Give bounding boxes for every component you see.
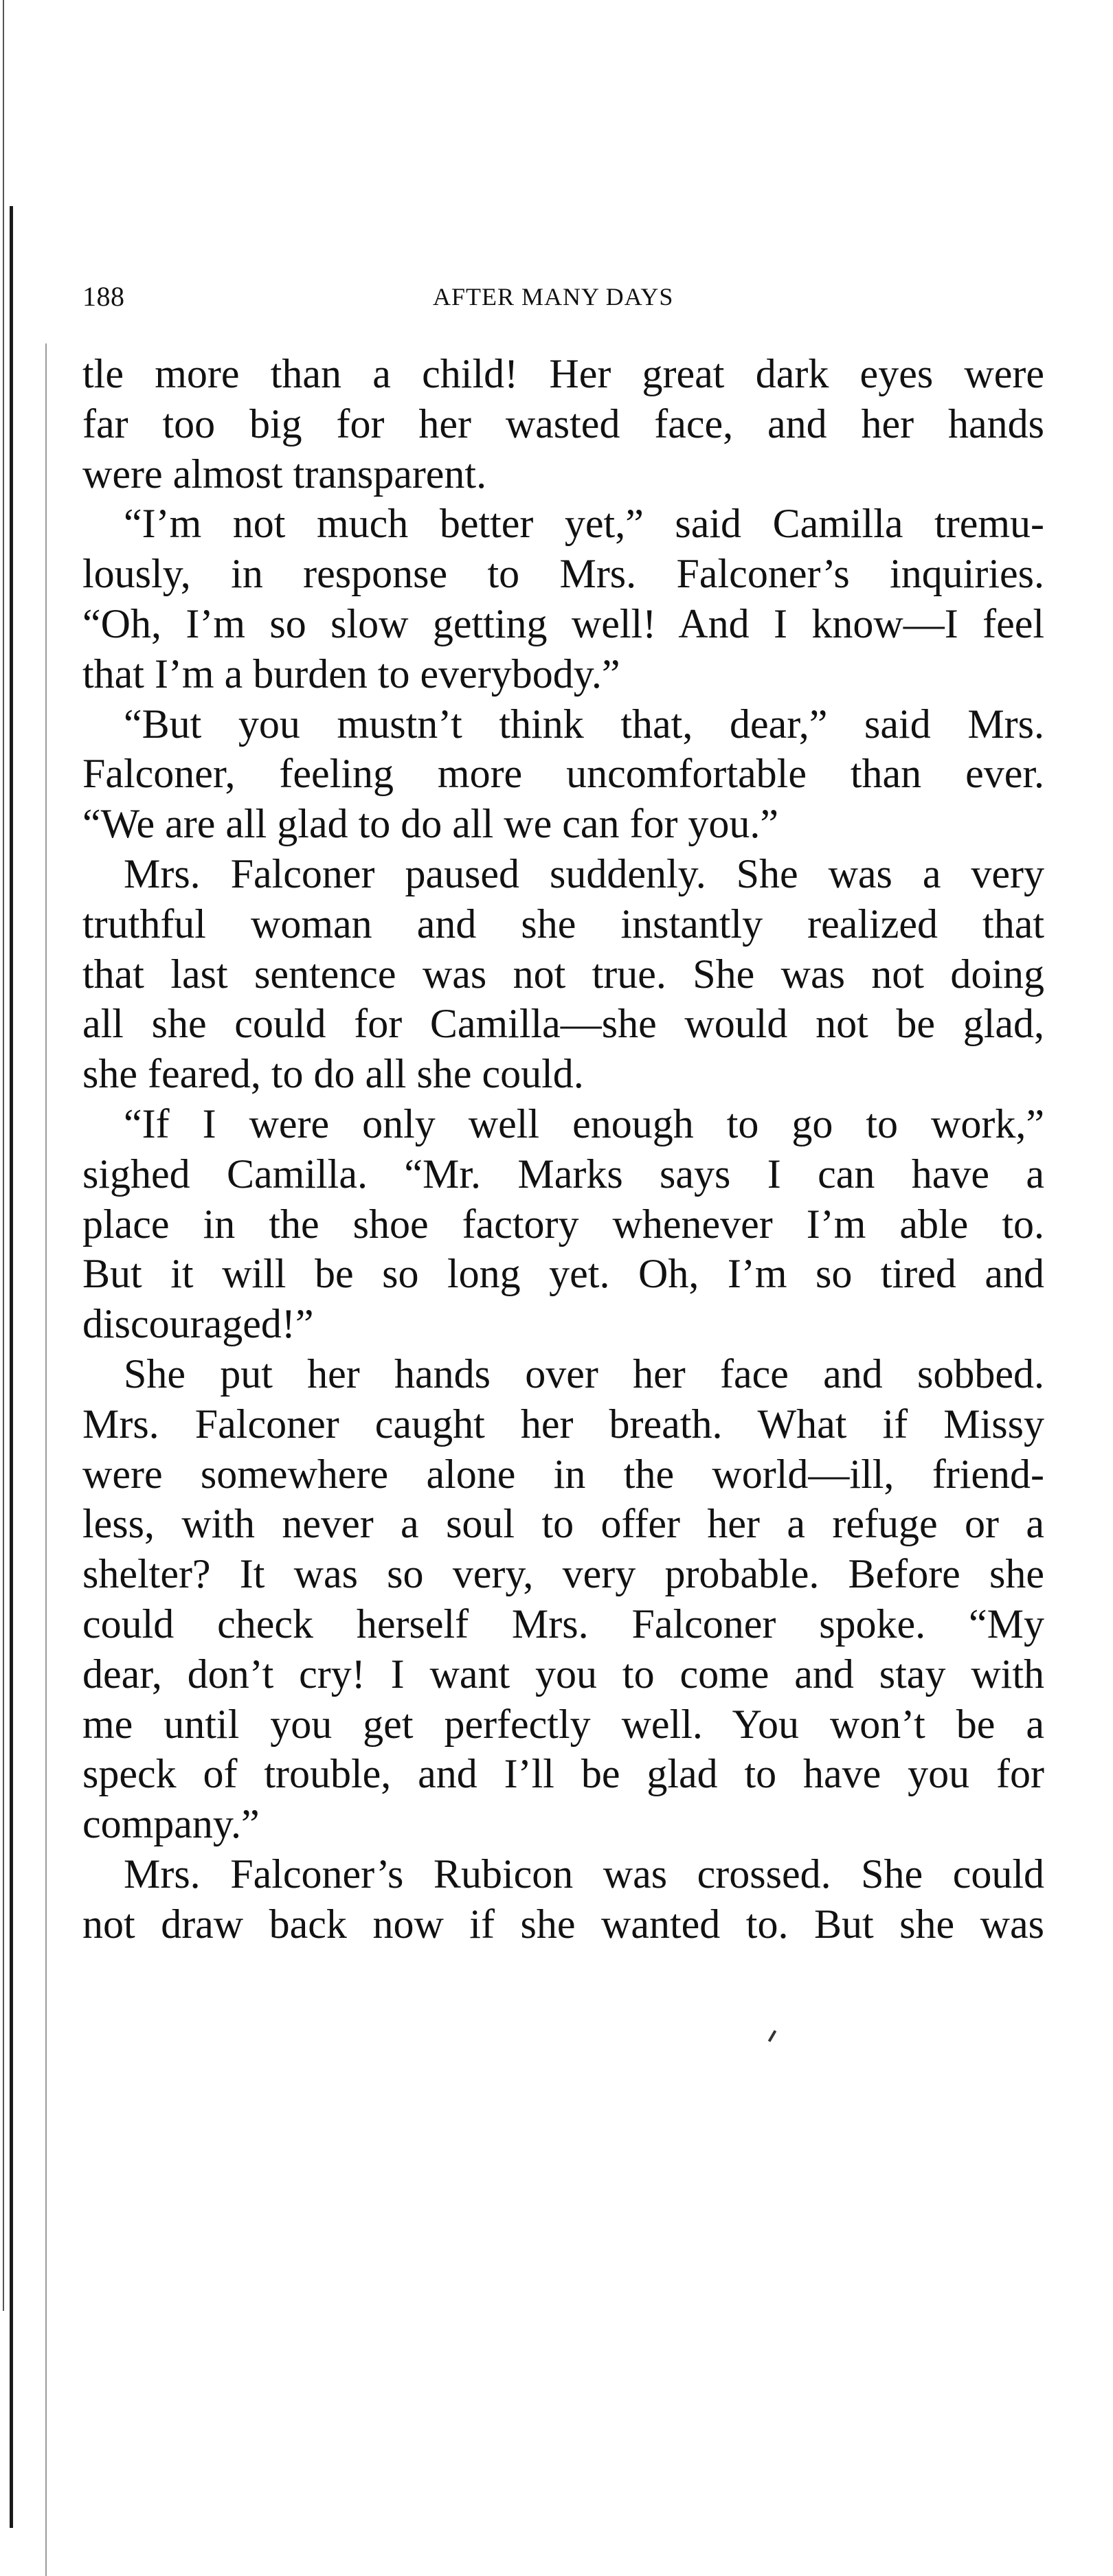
text-line: “I’m not much better yet,” said Camilla tremu-	[124, 501, 1044, 547]
binding-edge-line	[10, 206, 13, 2528]
text-line: less, with never a soul to offer her a refuge or a	[82, 1501, 1044, 1547]
text-line: But it will be so long yet. Oh, I’m so tired and	[82, 1251, 1044, 1297]
text-line: discouraged!”	[82, 1301, 314, 1347]
text-line: Mrs. Falconer paused suddenly. She was a very	[124, 850, 1044, 896]
running-head: AFTER MANY DAYS	[433, 283, 674, 310]
text-line: truthful woman and she instantly realized that	[82, 901, 1044, 947]
text-line: “But you mustn’t think that, dear,” said Mrs.	[124, 701, 1044, 747]
text-line: dear, don’t cry! I want you to come and stay with	[82, 1651, 1044, 1697]
text-line: lously, in response to Mrs. Falconer’s inquiries.	[82, 551, 1044, 597]
text-line: Mrs. Falconer caught her breath. What if Missy	[82, 1401, 1044, 1447]
text-line: all she could for Camilla—she would not be glad,	[82, 1001, 1044, 1047]
text-line: speck of trouble, and I’ll be glad to have you for	[82, 1751, 1044, 1797]
text-line: “We are all glad to do all we can for you.”	[82, 801, 779, 847]
page-edge-line	[3, 0, 4, 2311]
text-line: she feared, to do all she could.	[82, 1051, 584, 1097]
text-line: that last sentence was not true. She was not doing	[82, 951, 1044, 997]
text-line: place in the shoe factory whenever I’m able to.	[82, 1201, 1044, 1247]
text-line: not draw back now if she wanted to. But she was	[82, 1901, 1044, 1947]
text-line: shelter? It was so very, very probable. Before she	[82, 1551, 1044, 1597]
page-header	[82, 276, 1044, 317]
text-line: were somewhere alone in the world—ill, friend-	[82, 1451, 1044, 1497]
text-line: Falconer, feeling more uncomfortable than ever.	[82, 751, 1044, 797]
text-line: sighed Camilla. “Mr. Marks says I can have a	[82, 1151, 1044, 1197]
page-number: 188	[82, 281, 125, 312]
text-line: could check herself Mrs. Falconer spoke. “My	[82, 1601, 1044, 1647]
text-line: far too big for her wasted face, and her hands	[82, 400, 1044, 447]
body-text	[82, 349, 1044, 1950]
text-line: Mrs. Falconer’s Rubicon was crossed. She could	[124, 1851, 1044, 1897]
text-line: me until you get perfectly well. You won’t be a	[82, 1701, 1044, 1747]
text-line: “If I were only well enough to go to work,”	[124, 1100, 1044, 1146]
gutter-shadow-line	[45, 343, 47, 2576]
text-line: were almost transparent.	[82, 451, 487, 497]
text-line: She put her hands over her face and sobbed.	[124, 1351, 1044, 1397]
text-line: that I’m a burden to everybody.”	[82, 651, 620, 697]
text-line: tle more than a child! Her great dark eyes were	[82, 351, 1044, 396]
text-line: company.”	[82, 1801, 260, 1847]
stray-ink-mark	[768, 2030, 776, 2042]
text-line: “Oh, I’m so slow getting well! And I know—I feel	[82, 600, 1044, 646]
